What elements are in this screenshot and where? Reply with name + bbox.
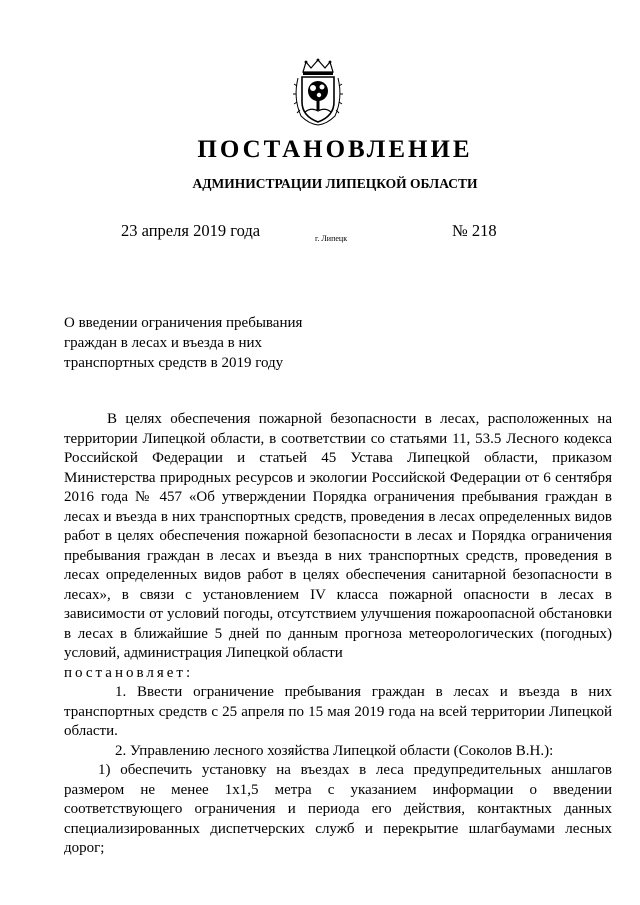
document-title: ПОСТАНОВЛЕНИЕ bbox=[197, 136, 473, 163]
document-city: г. Липецк bbox=[315, 234, 348, 243]
document-issuer: АДМИНИСТРАЦИИ ЛИПЕЦКОЙ ОБЛАСТИ bbox=[192, 176, 478, 191]
document-number: № 218 bbox=[452, 221, 497, 240]
document-body bbox=[64, 410, 612, 859]
subject-line: транспортных средств в 2019 году bbox=[64, 355, 284, 371]
item-paragraph-2: 2. Управлению лесного хозяйства Липецкой области (Соколов В.Н.): bbox=[115, 742, 554, 759]
subject-line: граждан в лесах и въезда в них bbox=[64, 335, 263, 351]
lipetsk-coat-of-arms-icon bbox=[291, 58, 345, 126]
preamble-paragraph: В целях обеспечения пожарной безопасности в лесах, расположенных на территории Липецкой области, в соответствии со статьями 11, 53.5 Лесного кодекса Российской Федерации и статьей 45 Устава Липецкой области, приказом Министерства природных ресурсов и экологии Российской Федерации от 6 сентября 2016 года № 457 «Об утверждении Порядка ограничения пребывания граждан в лесах и въезда в них транспортных средств, проведения в лесах определенных видов работ в целях обеспечения пожарной безопасности в лесах и Порядка ограничения пребывания граждан в лесах и въезда в них транспортных средств, проведения в лесах определенных видов работ в целях обеспечения санитарной безопасности в лесах», в связи с установлением IV класса пожарной опасности в лесах в зависимости от условий погоды, отсутствием улучшения пожароопасной обстановки в лесах в ближайшие 5 дней по данным прогноза метеорологических (погодных) условий, администрация Липецкой области bbox=[64, 411, 612, 661]
document-subject bbox=[64, 313, 324, 373]
item-paragraph-1: 1. Ввести ограничение пребывания граждан в лесах и въезда в них транспортных средств с 25 апреля по 15 мая 2019 года на всей территории Липецкой области. bbox=[64, 684, 612, 739]
subitem-paragraph-2-1: 1) обеспечить установку на въездах в леса предупредительных аншлагов размером не менее 1х1,5 метра с указанием информации о введении соответствующего ограничения и периода его действия, контактных данных специализированных диспетчерских служб и перекрытие шлагбаумами лесных дорог; bbox=[64, 762, 612, 856]
decree-word: постановляет: bbox=[64, 664, 194, 681]
subject-line: О введении ограничения пребывания bbox=[64, 315, 303, 331]
document-date: 23 апреля 2019 года bbox=[121, 221, 261, 240]
